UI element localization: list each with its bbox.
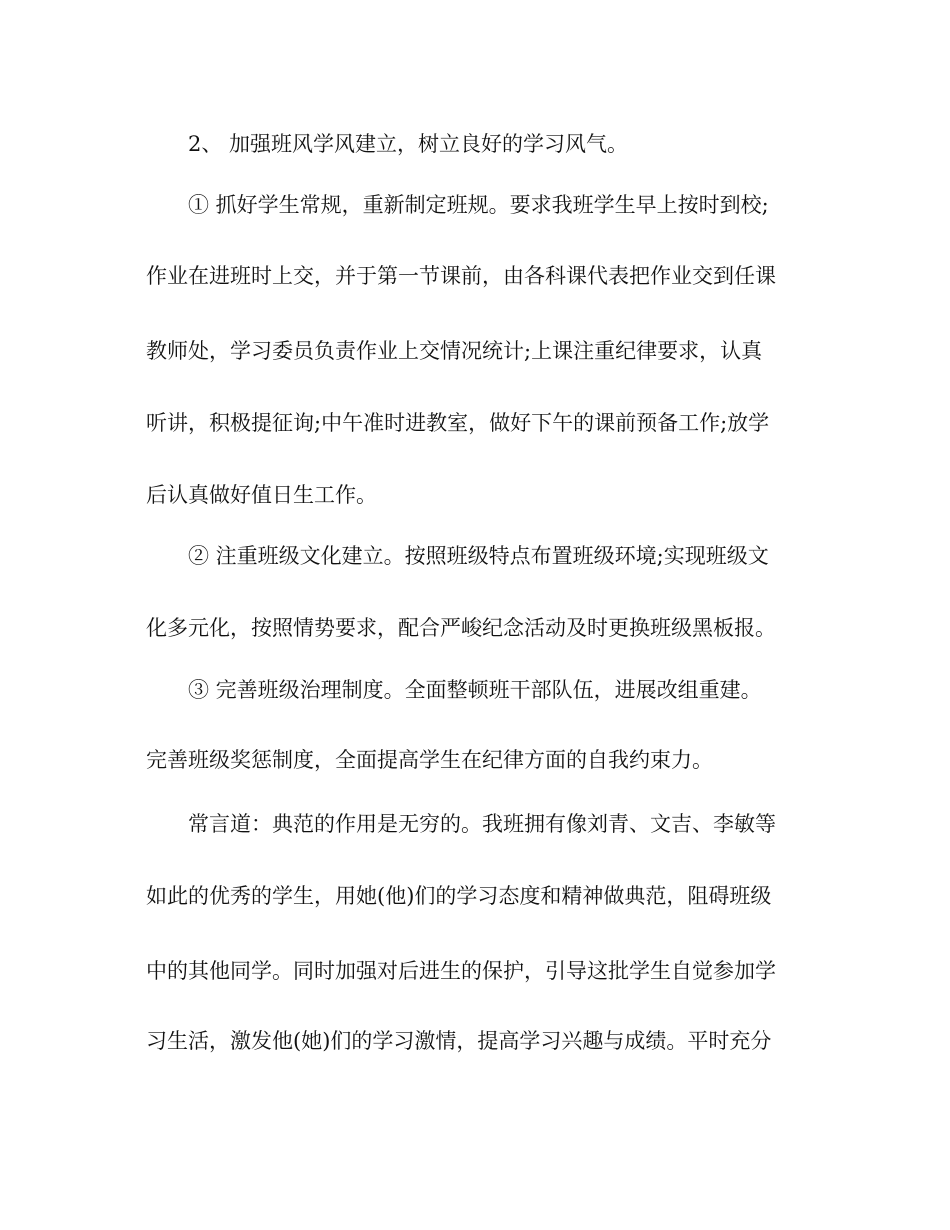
paragraph-line: 听讲，积极提征询;中午准时进教室，做好下午的课前预备工作;放学	[146, 411, 770, 435]
paragraph-line: ① 抓好学生常规，重新制定班规。要求我班学生早上按时到校;	[188, 193, 769, 217]
paragraph-line: 习生活，激发他(她)们的学习激情，提高学习兴趣与成绩。平时充分	[146, 1029, 772, 1053]
paragraph-line: 如此的优秀的学生，用她(他)们的学习态度和精神做典范，阻碍班级	[146, 884, 772, 908]
paragraph-line: 后认真做好值日生工作。	[146, 483, 377, 507]
section-heading: 2、 加强班风学风建立，树立良好的学习风气。	[188, 132, 629, 156]
paragraph-line: 作业在进班时上交，并于第一节课前，由各科课代表把作业交到任课	[146, 264, 776, 288]
paragraph-line: 中的其他同学。同时加强对后进生的保护，引导这批学生自觉参加学	[146, 959, 776, 983]
paragraph-line: 化多元化，按照情势要求，配合严峻纪念活动及时更换班级黑板报。	[146, 616, 776, 640]
paragraph-line: ② 注重班级文化建立。按照班级特点布置班级环境;实现班级文	[188, 544, 769, 568]
paragraph-line: 完善班级奖惩制度，全面提高学生在纪律方面的自我约束力。	[146, 748, 713, 772]
paragraph-line: 常言道：典范的作用是无穷的。我班拥有像刘青、文吉、李敏等	[188, 812, 776, 836]
paragraph-line: 教师处，学习委员负责作业上交情况统计;上课注重纪律要求，认真	[146, 339, 763, 363]
paragraph-line: ③ 完善班级治理制度。全面整顿班干部队伍，进展改组重建。	[188, 678, 762, 702]
